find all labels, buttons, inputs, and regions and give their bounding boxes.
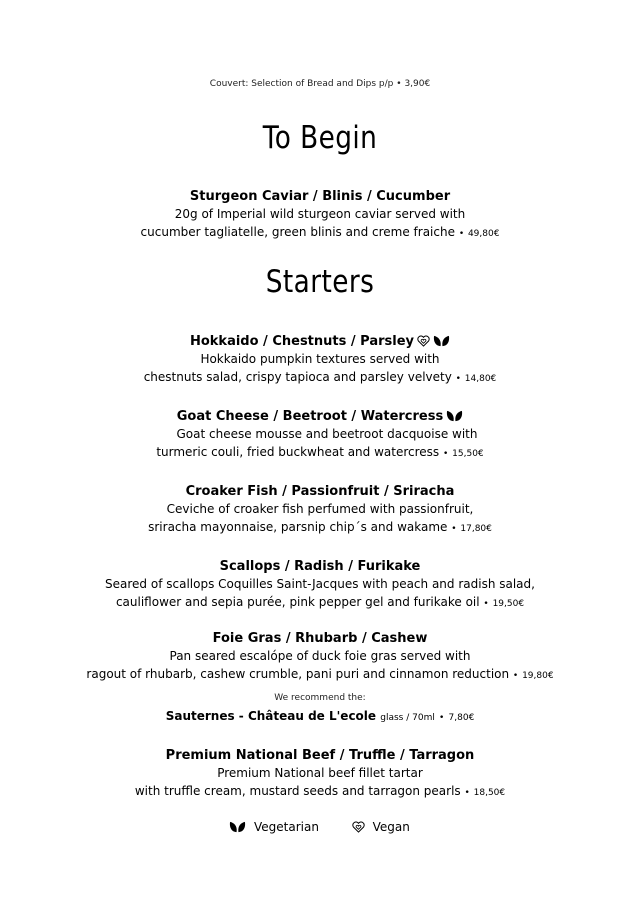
legend-vegan: Vegan xyxy=(372,820,410,834)
item-desc-2: ragout of rhubarb, cashew crumble, pani puri and cinnamon reduction xyxy=(86,666,510,681)
item-desc-1: 20g of Imperial wild sturgeon caviar served with xyxy=(174,207,466,221)
item-price: 15,50€ xyxy=(452,448,484,459)
menu-item-croaker: Croaker Fish / Passionfruit / Sriracha Ceviche of croaker fish perfumed with passionfruit, sriracha mayonnaise, parsnip chip´s and wakame • 17,80€ xyxy=(0,483,640,538)
item-title: Goat Cheese / Beetroot / Watercress xyxy=(176,409,444,424)
menu-item-foie-gras: Foie Gras / Rhubarb / Cashew Pan seared escalópe of duck foie gras served with ragout of rhubarb, cashew crumble, pani puri and cinnamon reduction • 19,80€ xyxy=(0,630,640,685)
wine-price: 7,80€ xyxy=(448,713,475,723)
menu-item-goat-cheese: Goat Cheese / Beetroot / Watercress Goat cheese mousse and beetroot dacquoise with turmeric couli, fried buckwheat and watercress • 15,50€ xyxy=(0,408,640,463)
menu-item-beef: Premium National Beef / Truffle / Tarragon Premium National beef fillet tartar with truffle cream, mustard seeds and tarragon pearls • 18,50€ xyxy=(0,747,640,802)
item-price: 14,80€ xyxy=(464,373,497,384)
item-desc-2: chestnuts salad, crispy tapioca and parsley velvety xyxy=(143,369,452,384)
item-desc-1: Premium National beef fillet tartar xyxy=(217,766,423,780)
menu-item-sturgeon: Sturgeon Caviar / Blinis / Cucumber 20g of Imperial wild sturgeon caviar served with cucumber tagliatelle, green blinis and creme fraiche • 49,80€ xyxy=(0,188,640,243)
couvert-price: 3,90€ xyxy=(404,79,431,89)
wine-pairing: Sauternes - Château de L'ecole glass / 70ml • 7,80€ xyxy=(165,709,475,723)
item-title: Hokkaido / Chestnuts / Parsley xyxy=(189,334,415,349)
vegetarian-leaf-icon xyxy=(433,335,450,347)
legend-vegetarian: Vegetarian xyxy=(253,820,319,834)
vegetarian-leaf-icon xyxy=(446,410,463,422)
item-desc-2: cauliflower and sepia purée, pink pepper gel and furikake oil xyxy=(115,594,480,609)
couvert-text: Couvert: Selection of Bread and Dips p/p xyxy=(209,79,394,89)
item-title: Premium National Beef / Truffle / Tarragon xyxy=(165,748,475,763)
menu-item-hokkaido: Hokkaido / Chestnuts / Parsley Hokkaido pumpkin textures served with chestnuts salad, crispy tapioca and parsley velvety • 14,80€ xyxy=(0,333,640,388)
couvert-line: Couvert: Selection of Bread and Dips p/p • 3,90€ xyxy=(209,79,431,89)
section-heading-to-begin: To Begin xyxy=(262,120,378,156)
item-price: 19,50€ xyxy=(492,598,525,609)
vegan-heart-icon xyxy=(417,335,430,347)
item-desc-2: with truffle cream, mustard seeds and tarragon pearls xyxy=(134,783,461,798)
item-desc-1: Hokkaido pumpkin textures served with xyxy=(200,352,440,366)
item-desc-1: Pan seared escalópe of duck foie gras served with xyxy=(169,649,471,663)
item-price: 17,80€ xyxy=(460,523,492,534)
dietary-legend xyxy=(0,820,640,834)
item-title: Sturgeon Caviar / Blinis / Cucumber xyxy=(189,189,451,204)
item-desc-1: Ceviche of croaker fish perfumed with passionfruit, xyxy=(166,502,474,516)
item-title: Foie Gras / Rhubarb / Cashew xyxy=(212,631,428,646)
recommend-label: We recommend the: xyxy=(274,693,366,703)
item-title: Croaker Fish / Passionfruit / Sriracha xyxy=(185,484,455,499)
wine-serving: glass / 70ml xyxy=(380,713,435,723)
section-heading-starters: Starters xyxy=(265,264,375,300)
item-desc-2: turmeric couli, fried buckwheat and watercress xyxy=(156,444,440,459)
wine-name: Sauternes - Château de L'ecole xyxy=(165,709,377,723)
item-desc-1: Goat cheese mousse and beetroot dacquoise with xyxy=(176,427,478,441)
item-title: Scallops / Radish / Furikake xyxy=(219,559,421,574)
menu-item-scallops: Scallops / Radish / Furikake Seared of scallops Coquilles Saint-Jacques with peach and radish salad, cauliflower and sepia purée, pink pepper gel and furikake oil • 19,50€ xyxy=(0,558,640,613)
item-price: 49,80€ xyxy=(467,228,500,239)
item-desc-1: Seared of scallops Coquilles Saint-Jacques with peach and radish salad, xyxy=(105,577,535,591)
item-price: 18,50€ xyxy=(473,787,506,798)
item-desc-2: cucumber tagliatelle, green blinis and creme fraiche xyxy=(140,224,455,239)
item-desc-2: sriracha mayonnaise, parsnip chip´s and wakame xyxy=(148,519,448,534)
item-price: 19,80€ xyxy=(522,670,554,681)
vegetarian-leaf-icon xyxy=(229,821,246,833)
vegan-heart-icon xyxy=(352,821,365,833)
